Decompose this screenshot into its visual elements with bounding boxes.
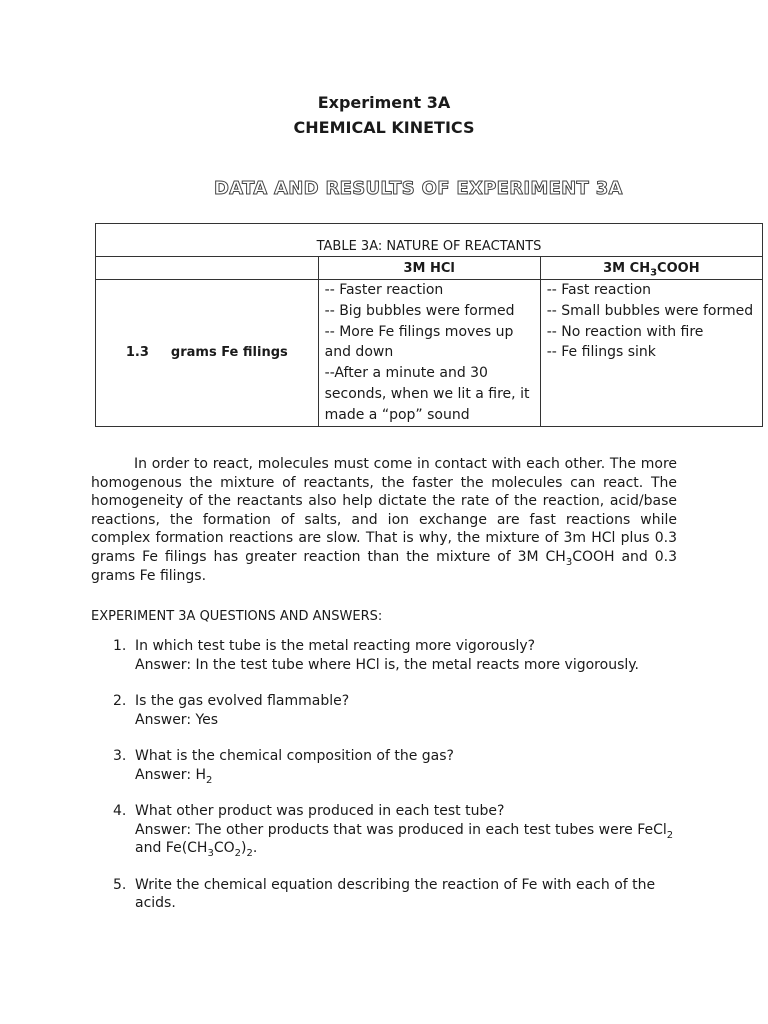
table-header-empty <box>96 257 319 280</box>
results-table <box>95 223 763 427</box>
question-text: In which test tube is the metal reacting more vigorously? <box>135 638 536 654</box>
answer-text: Answer: $H_2$ <box>135 766 213 786</box>
table-cell-ch3cooh <box>540 280 762 427</box>
document-title: Experiment 3A <box>317 93 451 112</box>
qa-item: 4. What other product was produced in each test tube? Answer: The other products that was produced in each test tubes were FeCl$_2$ and $Fe(CH_3CO_2)_2$. <box>91 802 681 858</box>
document-subtitle: CHEMICAL KINETICS <box>293 118 475 137</box>
observation-item: -- Fast reaction <box>546 282 652 298</box>
section-heading: DATA AND RESULTS OF EXPERIMENT 3A <box>214 178 623 199</box>
qa-item: 5. Write the chemical equation describing the reaction of Fe with each of the acids. <box>91 876 681 913</box>
answer-text: Answer: Yes <box>135 711 219 728</box>
table-cell-hcl <box>318 280 540 427</box>
observation-item: -- Fe filings sink <box>546 344 656 361</box>
observation-item: -- More Fe filings moves up and down <box>324 323 514 361</box>
observation-item: -- No reaction with fire <box>546 323 704 340</box>
question-text: Write the chemical equation describing the reaction of Fe with each of the acids. <box>135 876 656 911</box>
table-header-hcl: 3M HCl <box>318 257 540 280</box>
qa-heading: EXPERIMENT 3A QUESTIONS AND ANSWERS: <box>91 609 383 624</box>
answer-text: Answer: In the test tube where HCl is, the metal reacts more vigorously. <box>135 656 639 673</box>
qa-item: 3. What is the chemical composition of the gas? Answer: $H_2$ <box>91 747 681 784</box>
qa-item: 2. Is the gas evolved flammable? Answer: Yes <box>91 692 681 729</box>
table-header-ch3cooh: 3M $CH_3COOH$ <box>540 257 762 280</box>
qa-item: 1. In which test tube is the metal reacting more vigorously? Answer: In the test tube where HCl is, the metal reacts more vigorously. <box>91 637 681 674</box>
observation-item: -- Big bubbles were formed <box>324 302 515 319</box>
observation-item: -- Small bubbles were formed <box>546 302 754 319</box>
table-caption: TABLE 3A: NATURE OF REACTANTS <box>96 224 763 257</box>
discussion-paragraph: In order to react, molecules must come in contact with each other. The more homogenous the mixture of reactants, the faster the molecules can react. The homogeneity of the reactants also help dictate the rate of the reaction, acid/base reactions, the formation of salts, and ion exchange are fast reactions while complex formation reactions are slow. That is why, the mixture of 3m HCl plus 0.3 grams Fe filings has greater reaction than the mixture of 3M $CH_3COOH$ and 0.3 grams Fe filings. <box>91 456 677 584</box>
observation-item: --After a minute and 30 seconds, when we lit a fire, it made a “pop” sound <box>324 365 530 423</box>
question-text: Is the gas evolved flammable? <box>135 693 350 709</box>
observation-item: -- Faster reaction <box>324 282 444 298</box>
qa-list <box>91 637 681 931</box>
question-text: What other product was produced in each test tube? <box>135 803 505 819</box>
table-row-label: 1.3 grams Fe filings <box>96 280 319 427</box>
answer-text: Answer: The other products that was produced in each test tubes were FeCl$_2$ and $Fe(CH_3CO_2)_2$. <box>135 821 674 859</box>
question-text: What is the chemical composition of the gas? <box>135 748 454 764</box>
